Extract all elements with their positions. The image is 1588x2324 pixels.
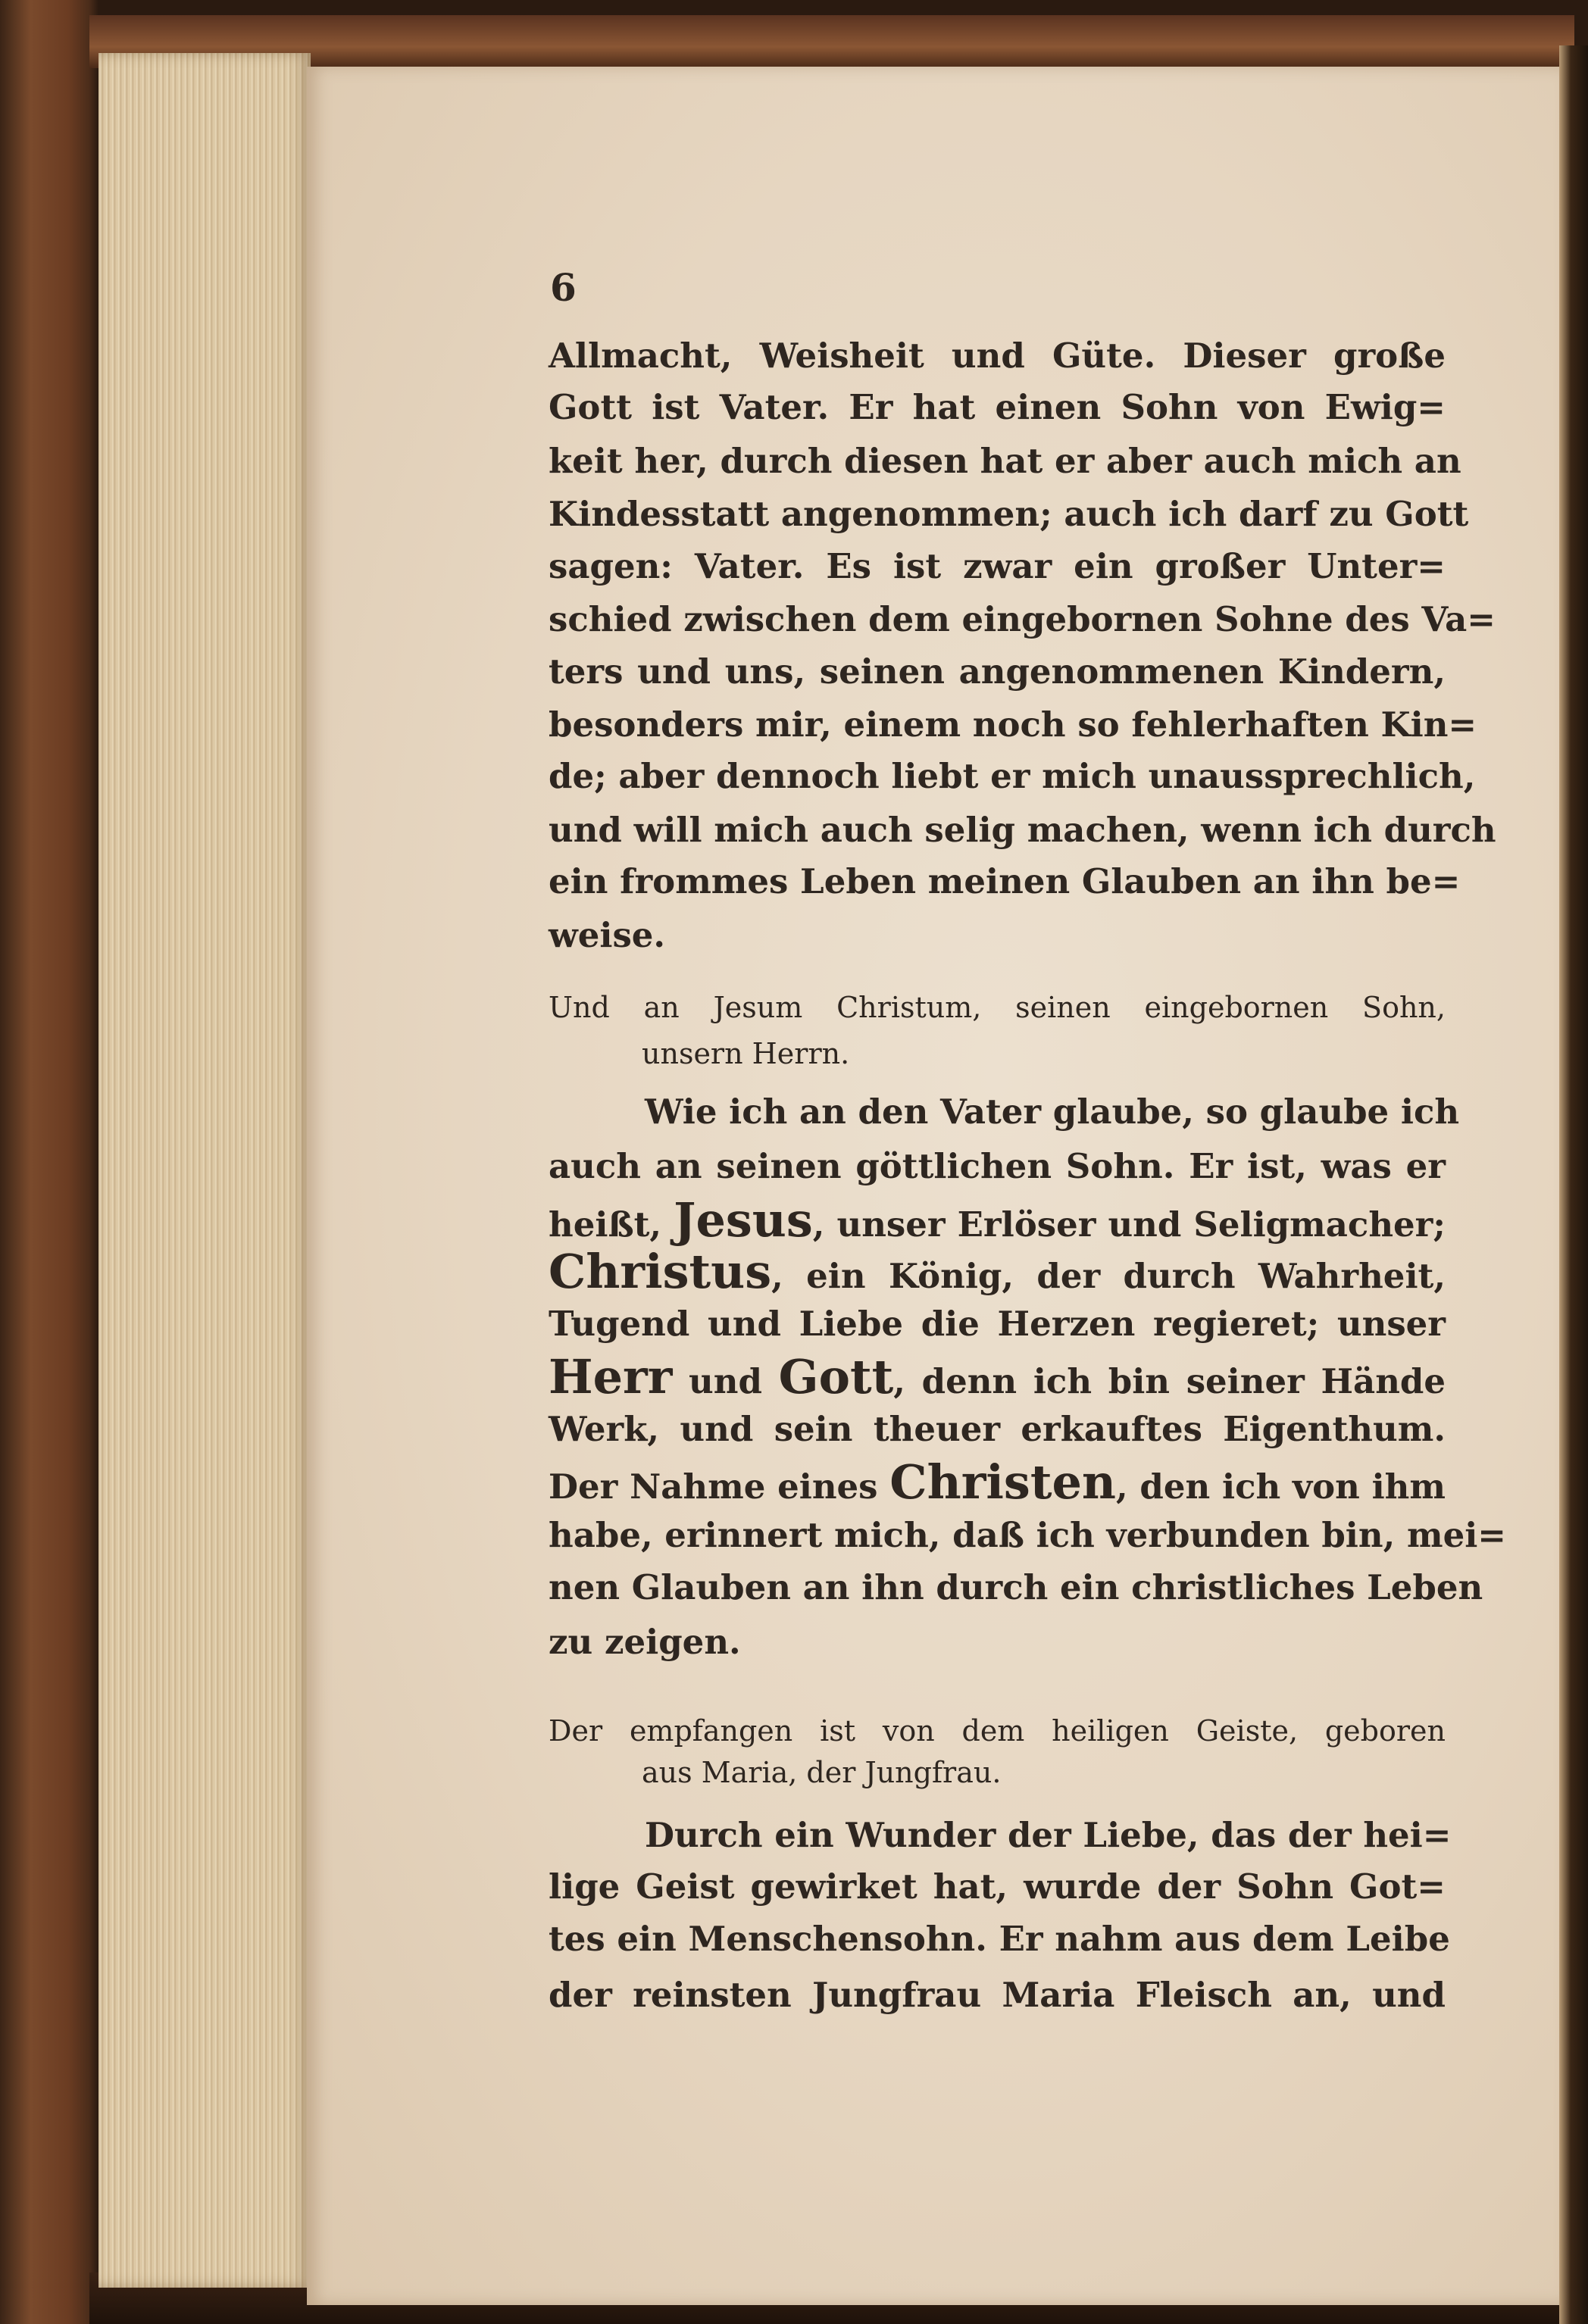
text-segment: heißt, — [549, 1204, 674, 1245]
text-segment: und — [672, 1361, 779, 1401]
book-gutter — [1559, 45, 1588, 2324]
text-line: weise. — [549, 915, 666, 955]
text-line — [549, 1194, 1446, 1247]
text-line: de; aber dennoch liebt er mich unaussprechlich, — [549, 756, 1476, 796]
text-line — [549, 1456, 1446, 1509]
emphasized-word: Christus — [549, 1244, 772, 1299]
book-cover-top — [89, 15, 1574, 68]
creed-heading: unsern Herrn. — [642, 1037, 850, 1070]
text-line: Wie ich an den Vater glaube, so glaube ich — [645, 1092, 1460, 1132]
emphasized-word: Jesus — [674, 1192, 813, 1248]
text-line: Kindesstatt angenommen; auch ich darf zu Gott — [549, 494, 1469, 534]
creed-heading: Der empfangen ist von dem heiligen Geiste, geboren — [549, 1714, 1446, 1748]
text-line: Tugend und Liebe die Herzen regieret; unser — [549, 1304, 1446, 1344]
text-line — [549, 1245, 1446, 1298]
text-line: Allmacht, Weisheit und Güte. Dieser große — [549, 336, 1446, 376]
text-line: Durch ein Wunder der Liebe, das der hei= — [645, 1815, 1452, 1855]
text-segment: , den ich von ihm — [1116, 1467, 1446, 1507]
text-line: lige Geist gewirket hat, wurde der Sohn Got= — [549, 1866, 1446, 1907]
emphasized-word: Herr — [549, 1349, 673, 1404]
text-line: sagen: Vater. Es ist zwar ein großer Unter= — [549, 546, 1446, 586]
text-line: ein frommes Leben meinen Glauben an ihn be= — [549, 861, 1461, 901]
emphasized-word: Gott — [778, 1349, 894, 1404]
text-line: ters und uns, seinen angenommenen Kindern, — [549, 651, 1446, 692]
text-line: nen Glauben an ihn durch ein christliches Leben — [549, 1567, 1483, 1607]
text-line: der reinsten Jungfrau Maria Fleisch an, und — [549, 1975, 1446, 2015]
creed-heading: Und an Jesum Christum, seinen eingebornen Sohn, — [549, 991, 1446, 1024]
text-segment: , denn ich bin seiner Hände — [893, 1361, 1446, 1401]
text-line: besonders mir, einem noch so fehlerhaften Kin= — [549, 704, 1477, 745]
text-line — [549, 1351, 1446, 1404]
creed-heading: aus Maria, der Jungfrau. — [642, 1756, 1002, 1789]
text-line: auch an seinen göttlichen Sohn. Er ist, was er — [549, 1146, 1446, 1186]
page-number: 6 — [550, 265, 577, 310]
text-segment: Der Nahme eines — [549, 1467, 890, 1507]
text-line: Werk, und sein theuer erkauftes Eigenthum. — [549, 1409, 1446, 1449]
page-edges — [98, 53, 311, 2288]
text-line: Gott ist Vater. Er hat einen Sohn von Ewig= — [549, 387, 1446, 427]
text-segment: , unser Erlöser und Seligmacher; — [812, 1204, 1446, 1245]
text-line: habe, erinnert mich, daß ich verbunden bin, mei= — [549, 1515, 1506, 1555]
text-segment: , ein König, der durch Wahrheit, — [771, 1256, 1446, 1296]
text-line: und will mich auch selig machen, wenn ich durch — [549, 810, 1496, 850]
emphasized-word: Christen — [889, 1454, 1116, 1510]
text-line: schied zwischen dem eingebornen Sohne des Va= — [549, 599, 1496, 639]
text-line: tes ein Menschensohn. Er nahm aus dem Leibe — [549, 1919, 1450, 1959]
text-line: keit her, durch diesen hat er aber auch mich an — [549, 441, 1461, 481]
text-line: zu zeigen. — [549, 1622, 741, 1662]
